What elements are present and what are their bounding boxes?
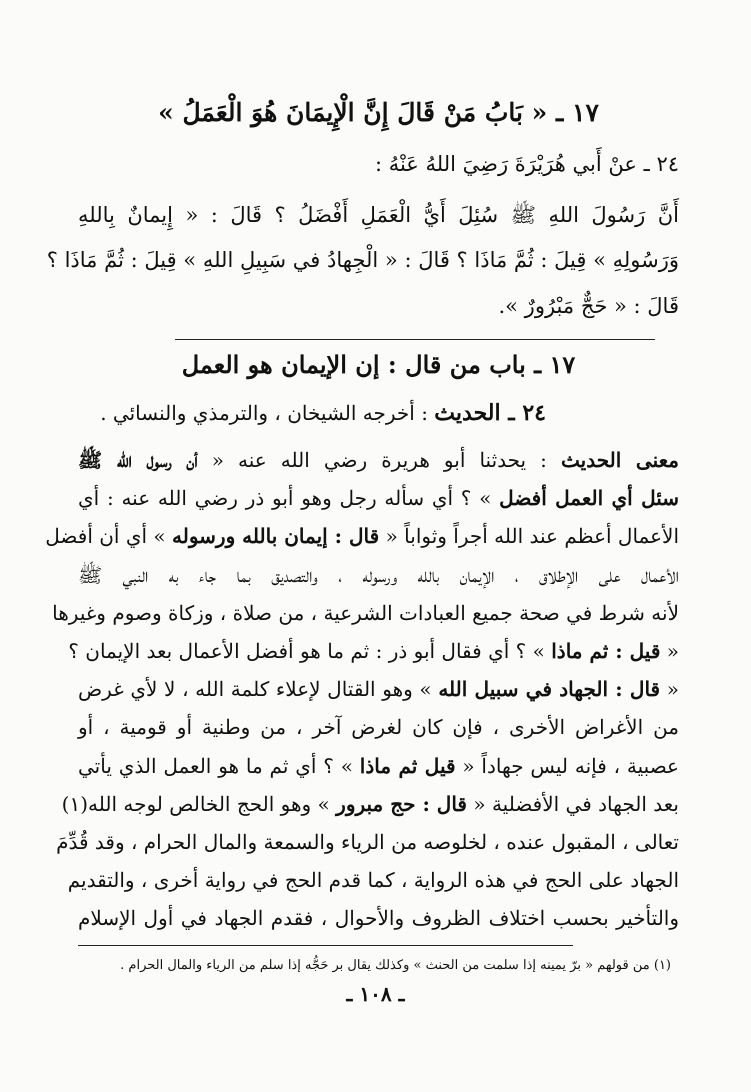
commentary-bold-phrase: قال : حج مبرور bbox=[336, 791, 467, 816]
commentary-text: الأعمال أعظم عند الله أجراً وثواباً « bbox=[379, 524, 679, 549]
commentary-text: » ؟ أي سأله رجل وهو أبو ذر رضي الله عنه : أي bbox=[78, 486, 500, 511]
footnote-divider bbox=[78, 945, 573, 946]
commentary-text: عصبية ، فإنه ليس جهاداً « bbox=[455, 753, 679, 778]
hadith-text-line: أَنَّ رَسُولَ اللهِ ﷺ سُئِلَ أَيُّ الْعَمَلِ أَفْضَلُ ؟ قَالَ : « إِيمانٌ بِاللهِ bbox=[78, 203, 679, 227]
footnote: (١) من قولهم « برّ يمينه إذا سلمت من الحنث » وكذلك يقال بر حَجُّه إذا سلم من الرياء والمال الحرام . bbox=[120, 958, 671, 973]
commentary-line bbox=[78, 448, 679, 477]
commentary-line bbox=[67, 868, 679, 893]
commentary-text: الجهاد على الحج في هذه الرواية ، كما قدم الحج في رواية أخرى ، والتقديم bbox=[67, 868, 679, 893]
commentary-line bbox=[68, 639, 679, 663]
commentary-line bbox=[52, 600, 679, 625]
commentary-text: بعد الجهاد في الأفضلية « bbox=[467, 791, 679, 816]
takhrij-text: : أخرجه الشيخان ، والترمذي والنسائي . bbox=[100, 401, 428, 425]
commentary-text: « bbox=[660, 677, 679, 702]
commentary-line bbox=[56, 830, 679, 854]
commentary-bold-phrase: قيل : ثم ماذا bbox=[551, 639, 661, 663]
commentary-text: « bbox=[660, 639, 679, 663]
commentary-chapter-heading: ١٧ ـ باب من قال : إن الإيمان هو العمل bbox=[181, 350, 576, 379]
commentary-text: من الأغراض الأخرى ، فإن كان لغرض آخر ، من وطنية أو قومية ، أو bbox=[78, 715, 679, 740]
hadith-text-line: قَالَ : « حَجٌّ مَبْرُورٌ ». bbox=[498, 294, 679, 318]
commentary-bold-phrase: قال : إيمان بالله ورسوله bbox=[172, 524, 380, 549]
commentary-text: » وهو القتال لإعلاء كلمة الله ، لا لأي غرض bbox=[78, 677, 439, 702]
commentary-bold-phrase: سئل أي العمل أفضل bbox=[499, 486, 680, 511]
commentary-line bbox=[78, 715, 679, 739]
commentary-text: » ؟ أي ثم ما هو العمل الذي يأتي bbox=[78, 753, 360, 778]
commentary-text: » أي أن أفضل bbox=[45, 524, 172, 549]
commentary-bold-phrase: معنى الحديث bbox=[561, 448, 680, 472]
commentary-text: » ؟ أي فقال أبو ذر : ثم ما هو أفضل الأعمال بعد الإيمان ؟ bbox=[68, 639, 552, 663]
commentary-line bbox=[78, 754, 679, 778]
commentary-text: والتأخير بحسب اختلاف الظروف والأحوال ، فقدم الجهاد في أول الإسلام bbox=[78, 906, 679, 931]
commentary-line bbox=[78, 486, 679, 510]
hadith-chapter-heading: ١٧ ـ « بَابُ مَنْ قَالَ إِنَّ الْإِيمَانَ هُوَ الْعَمَلُ » bbox=[158, 98, 599, 127]
commentary-text: » وهو الحج الخالص لوجه الله(١) bbox=[61, 791, 337, 816]
commentary-line bbox=[61, 791, 679, 816]
takhrij-line bbox=[78, 400, 546, 426]
commentary-text: لأنه شرط في صحة جميع العبادات الشرعية ، من صلاة ، وزكاة وصوم وغيرها bbox=[52, 600, 679, 625]
commentary-text: : يحدثنا أبو هريرة رضي الله عنه « bbox=[197, 448, 561, 472]
hadith-narrator-line: ٢٤ ـ عنْ أَبي هُرَيْرَةَ رَضِيَ اللهُ عَنْهُ : bbox=[374, 152, 679, 176]
hadith-text-line: وَرَسُولِهِ » قِيلَ : ثُمَّ مَاذَا ؟ قَالَ : « الْجِهادُ في سَبِيلِ اللهِ » قِيلَ : ثُمَّ مَاذَا ؟ bbox=[46, 248, 679, 272]
commentary-bold-phrase: قال : الجهاد في سبيل الله bbox=[438, 677, 661, 702]
commentary-line bbox=[45, 524, 679, 549]
section-divider bbox=[175, 339, 655, 340]
page-number: ـ ١٠٨ ـ bbox=[346, 982, 405, 1006]
commentary-line bbox=[78, 906, 679, 930]
commentary-text: الأعمال على الإطلاق ، الإيمان بالله ورسوله ، والتصديق بما جاء به النبي ﷺ bbox=[78, 562, 679, 587]
commentary-bold-phrase: أن رسول الله ﷺ bbox=[78, 448, 198, 472]
commentary-text: تعالى ، المقبول عنده ، لخلوصه من الرياء والسمعة والمال الحرام ، وقد قُدِّمَ bbox=[56, 830, 679, 854]
commentary-line bbox=[78, 563, 679, 592]
commentary-line bbox=[78, 677, 679, 701]
takhrij-label: ٢٤ ـ الحديث bbox=[434, 400, 546, 426]
commentary-bold-phrase: قيل ثم ماذا bbox=[359, 753, 456, 778]
